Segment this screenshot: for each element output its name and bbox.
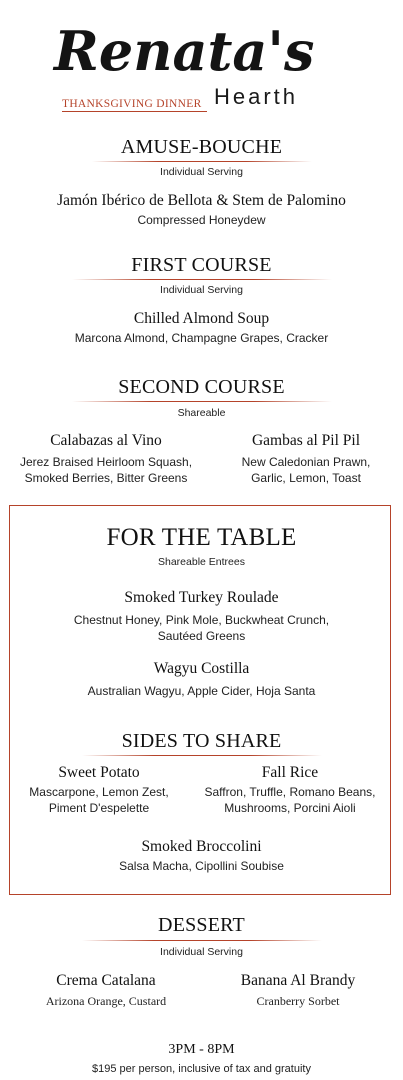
dish-desc-line: Chestnut Honey, Pink Mole, Buckwheat Crunch, — [73, 613, 330, 627]
section-title-sides: SIDES TO SHARE — [121, 730, 282, 752]
dish-name: Gambas al Pil Pil — [251, 432, 361, 449]
dish-desc: Compressed Honeydew — [137, 213, 266, 227]
dish-name: Wagyu Costilla — [153, 660, 250, 677]
dish-desc-line: Sautéed Greens — [157, 629, 246, 643]
dish-desc-line: Piment D'espelette — [48, 801, 150, 815]
dish-desc-line: Jerez Braised Heirloom Squash, — [19, 455, 193, 469]
section-rule — [92, 161, 312, 162]
dish-desc: Australian Wagyu, Apple Cider, Hoja Santa — [87, 684, 316, 698]
dish-desc: Salsa Macha, Cipollini Soubise — [119, 859, 284, 873]
dessert-right-column — [208, 972, 388, 1009]
dish-name: Sweet Potato — [58, 764, 140, 781]
section-subtitle: Shareable Entrees — [158, 556, 245, 568]
second-left-column — [6, 432, 206, 486]
dessert-left-column — [16, 972, 196, 1009]
section-title-dessert: DESSERT — [158, 914, 245, 936]
dish-name: Fall Rice — [261, 764, 319, 781]
section-rule — [82, 755, 322, 756]
dish-name: Smoked Turkey Roulade — [124, 589, 279, 606]
section-title-amuse: AMUSE-BOUCHE — [120, 136, 283, 158]
section-rule — [72, 401, 332, 402]
logo-script-text: Renata's — [54, 19, 315, 83]
dish-name: Crema Catalana — [56, 972, 156, 989]
dish-name: Banana Al Brandy — [240, 972, 356, 989]
dish-desc: Marcona Almond, Champagne Grapes, Cracker — [74, 331, 329, 345]
price-note: $195 per person, inclusive of tax and gratuity — [92, 1063, 311, 1075]
service-hours: 3PM - 8PM — [168, 1042, 235, 1057]
section-title-table: FOR THE TABLE — [106, 524, 297, 551]
section-subtitle: Shareable — [177, 407, 226, 419]
section-rule — [72, 279, 332, 280]
sides-left-column — [14, 764, 184, 816]
dish-name: Smoked Broccolini — [141, 838, 262, 855]
hearth-wordmark: Hearth — [214, 84, 299, 109]
dish-desc: Arizona Orange, Custard — [45, 994, 167, 1008]
dish-desc-line: Mushrooms, Porcini Aioli — [224, 801, 356, 815]
dish-desc-line: Mascarpone, Lemon Zest, — [29, 785, 169, 799]
section-rule — [82, 940, 322, 941]
dish-desc-line: Smoked Berries, Bitter Greens — [24, 471, 188, 485]
tagline-underline — [62, 111, 207, 112]
dish-name: Jamón Ibérico de Bellota & Stem de Palomino — [57, 192, 346, 209]
dish-name: Chilled Almond Soup — [133, 310, 270, 327]
section-subtitle: Individual Serving — [160, 946, 243, 958]
section-title-second: SECOND COURSE — [118, 376, 285, 398]
dish-desc-line: Garlic, Lemon, Toast — [251, 471, 361, 485]
dish-desc-line: New Caledonian Prawn, — [241, 455, 371, 469]
dish-desc-line: Saffron, Truffle, Romano Beans, — [204, 785, 376, 799]
tagline: THANKSGIVING DINNER — [62, 98, 202, 110]
dish-name: Calabazas al Vino — [50, 432, 162, 449]
second-right-column — [214, 432, 398, 486]
section-subtitle: Individual Serving — [160, 166, 243, 178]
sides-right-column — [190, 764, 390, 816]
renatas-script-logo — [48, 14, 348, 84]
section-subtitle: Individual Serving — [160, 284, 243, 296]
section-title-first: FIRST COURSE — [131, 254, 272, 276]
dish-desc: Cranberry Sorbet — [256, 994, 340, 1008]
